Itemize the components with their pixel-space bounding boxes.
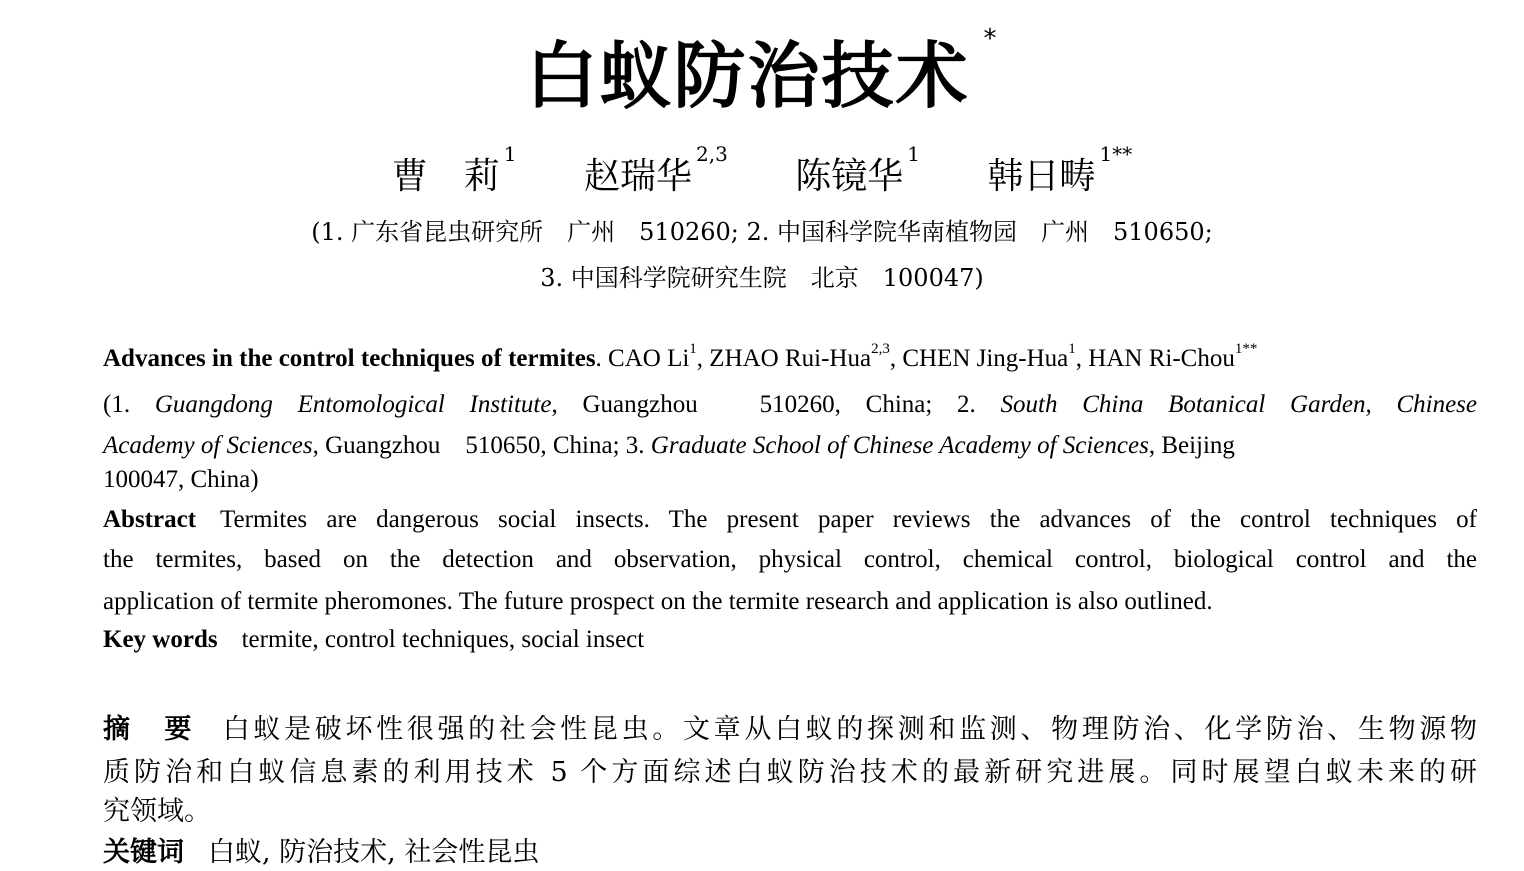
english-title: Advances in the control techniques of termites bbox=[103, 345, 596, 372]
author bbox=[583, 142, 728, 197]
author-affil-mark: 2,3 bbox=[696, 142, 728, 166]
english-author-mark: 1 bbox=[689, 341, 697, 357]
author-name: 陈镜华 bbox=[795, 156, 904, 197]
abstract-text: Termites are dangerous social insects. The present paper reviews the advances of the control techniques of bbox=[220, 506, 1477, 533]
author-list bbox=[0, 142, 1524, 199]
affil-text: , Guangzhou 510650, China; 3. bbox=[312, 432, 651, 459]
affil-text: , Guangzhou 510260, China; 2. bbox=[551, 391, 1001, 418]
affiliation-line-2: 3. 中国科学院研究生院 北京 100047) bbox=[540, 264, 984, 292]
english-abstract-line-2: the termites, based on the detection and observation, physical control, chemical control, biological control and the bbox=[103, 546, 1477, 573]
chinese-keywords-label: 关键词 bbox=[103, 837, 184, 868]
affil-institute: Guangdong Entomological Institute bbox=[154, 391, 552, 418]
author-affil-mark: 1** bbox=[1099, 142, 1133, 166]
chinese-abstract-line-2: 质防治和白蚁信息素的利用技术 5 个方面综述白蚁防治技术的最新研究进展。同时展望白蚁未来的研 bbox=[103, 757, 1477, 788]
english-affiliation-line-3: 100047, China) bbox=[103, 466, 259, 493]
english-author: , ZHAO Rui-Hua bbox=[696, 345, 872, 372]
keywords-label: Key words bbox=[103, 626, 218, 653]
english-author-mark: 1** bbox=[1234, 341, 1258, 357]
english-title-line bbox=[103, 341, 1477, 373]
author-affil-mark: 1 bbox=[907, 142, 921, 166]
paper-title-text: 白蚁防治技术 bbox=[525, 34, 970, 118]
keywords-text: termite, control techniques, social insect bbox=[241, 626, 645, 653]
author-name: 韩日畴 bbox=[987, 156, 1096, 197]
chinese-abstract-line-3: 究领域。 bbox=[103, 796, 211, 827]
affil-institute: Graduate School of Chinese Academy of Sciences bbox=[650, 432, 1149, 459]
chinese-abstract-line-1 bbox=[103, 707, 1477, 746]
affiliation-line-1: (1. 广东省昆虫研究所 广州 510260; 2. 中国科学院华南植物园 广州 510650; bbox=[311, 218, 1213, 246]
chinese-abstract-label: 摘 要 bbox=[103, 714, 196, 745]
chinese-abstract-text: 白蚁是破坏性很强的社会性昆虫。文章从白蚁的探测和监测、物理防治、化学防治、生物源物 bbox=[219, 714, 1477, 745]
author-affil-mark: 1 bbox=[503, 142, 517, 166]
english-author: , CHEN Jing-Hua bbox=[889, 345, 1069, 372]
english-abstract-line-3: application of termite pheromones. The future prospect on the termite research and application is also outlined. bbox=[103, 588, 1213, 615]
english-abstract-line-1 bbox=[103, 506, 1477, 534]
abstract-label: Abstract bbox=[103, 506, 197, 533]
english-keywords-line bbox=[103, 626, 1477, 654]
affil-institute: South China Botanical Garden, Chinese bbox=[1000, 391, 1477, 418]
author bbox=[391, 142, 517, 197]
english-affiliation-line-1 bbox=[103, 384, 1477, 420]
author-name: 曹 莉 bbox=[391, 156, 500, 197]
author-name: 赵瑞华 bbox=[583, 156, 692, 197]
english-author-mark: 1 bbox=[1068, 341, 1076, 357]
author bbox=[987, 142, 1133, 197]
affil-text: (1. bbox=[103, 391, 155, 418]
english-author: . CAO Li bbox=[595, 345, 690, 372]
author bbox=[795, 142, 921, 197]
title-footnote-mark: * bbox=[983, 24, 999, 54]
english-author: , HAN Ri-Chou bbox=[1075, 345, 1235, 372]
english-affiliation-line-2 bbox=[103, 425, 1477, 461]
chinese-keywords-line bbox=[103, 830, 1477, 869]
chinese-keywords-text: 白蚁, 防治技术, 社会性昆虫 bbox=[208, 837, 540, 868]
paper-title bbox=[0, 18, 1524, 122]
english-author-mark: 2,3 bbox=[871, 341, 890, 357]
affil-institute: Academy of Sciences bbox=[103, 432, 313, 459]
affil-text: , Beijing bbox=[1148, 432, 1235, 459]
